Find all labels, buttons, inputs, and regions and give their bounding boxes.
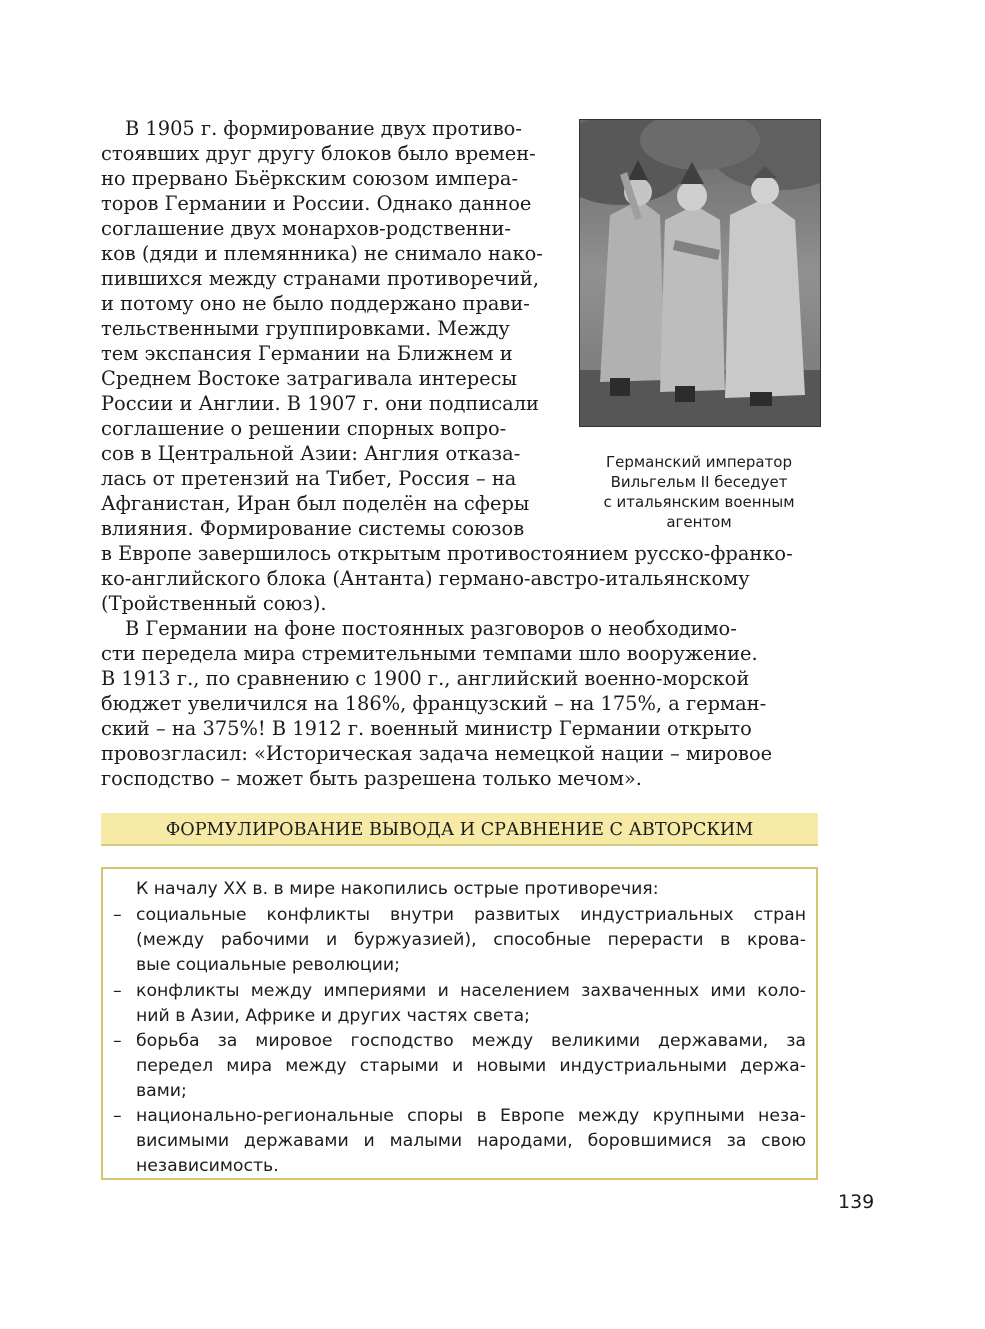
- list-item-line: висимыми державами и малыми народами, боровшимися за свою: [136, 1131, 806, 1151]
- caption-line: с итальянским военным: [603, 493, 795, 511]
- text-line: тельственными группировками. Между: [101, 317, 510, 340]
- text-line: В 1905 г. формирование двух противо-: [125, 117, 522, 140]
- historical-photo: [579, 119, 821, 427]
- text-line: соглашение двух монархов-родственни-: [101, 217, 511, 240]
- text-line: и потому оно не было поддержано прави-: [101, 292, 530, 315]
- list-item-line: борьба за мировое господство между великими державами, за: [136, 1031, 806, 1051]
- caption-line: Германский император: [605, 453, 793, 471]
- text-line: в Европе завершилось открытым противостоянием русско-франко-: [101, 542, 793, 565]
- text-line: господство – может быть разрешена только мечом».: [101, 767, 642, 790]
- list-item-line: передел мира между старыми и новыми индустриальными держа-: [136, 1056, 806, 1076]
- list-bullet-dash: –: [113, 905, 122, 925]
- text-line: соглашение о решении спорных вопро-: [101, 417, 507, 440]
- caption-line: агентом: [666, 513, 732, 531]
- text-line: лась от претензий на Тибет, Россия – на: [101, 467, 517, 490]
- text-line: стоявших друг другу блоков было времен-: [101, 142, 536, 165]
- text-line: сти передела мира стремительными темпами шло вооружение.: [101, 642, 758, 665]
- list-bullet-dash: –: [113, 1031, 122, 1051]
- text-line: пившихся между странами противоречий,: [101, 267, 540, 290]
- conclusion-intro: К началу XX в. в мире накопились острые противоречия:: [136, 879, 659, 899]
- text-line: сов в Центральной Азии: Англия отказа-: [101, 442, 521, 465]
- text-line: ский – на 375%! В 1912 г. военный министр Германии открыто: [101, 717, 752, 740]
- text-line: бюджет увеличился на 186%, французский – на 175%, а герман-: [101, 692, 767, 715]
- page-number: 139: [838, 1191, 875, 1213]
- text-line: провозгласил: «Историческая задача немецкой нации – мировое: [101, 742, 773, 765]
- text-line: России и Англии. В 1907 г. они подписали: [101, 392, 539, 415]
- photo-caption: [574, 452, 824, 532]
- text-line: тем экспансия Германии на Ближнем и: [101, 342, 513, 365]
- list-item-line: вами;: [136, 1081, 187, 1101]
- list-item-line: конфликты между империями и населением захваченных ими коло-: [136, 981, 806, 1001]
- section-title: ФОРМУЛИРОВАНИЕ ВЫВОДА И СРАВНЕНИЕ С АВТОРСКИМ: [165, 820, 754, 840]
- list-item-line: социальные конфликты внутри развитых индустриальных стран: [136, 905, 806, 925]
- list-item-line: ний в Азии, Африке и других частях света;: [136, 1006, 530, 1026]
- section-header: [101, 813, 818, 846]
- photo-illustration: [580, 120, 820, 426]
- list-item-line: национально-региональные споры в Европе между крупными неза-: [136, 1106, 806, 1126]
- list-item-line: независимость.: [136, 1156, 279, 1176]
- list-bullet-dash: –: [113, 1106, 122, 1126]
- text-line: торов Германии и России. Однако данное: [101, 192, 532, 215]
- text-line: (Тройственный союз).: [101, 592, 327, 615]
- text-line: Среднем Востоке затрагивала интересы: [101, 367, 517, 390]
- text-line: В Германии на фоне постоянных разговоров о необходимо-: [125, 617, 737, 640]
- list-item-line: вые социальные революции;: [136, 955, 400, 975]
- text-line: ков (дяди и племянника) не снимало нако-: [101, 242, 543, 265]
- text-line: влияния. Формирование системы союзов: [101, 517, 525, 540]
- text-line: но прервано Бьёркским союзом импера-: [101, 167, 519, 190]
- list-item-line: (между рабочими и буржуазией), способные перерасти в крова-: [136, 930, 806, 950]
- text-line: Афганистан, Иран был поделён на сферы: [101, 492, 530, 515]
- caption-line: Вильгельм II беседует: [610, 473, 788, 491]
- list-bullet-dash: –: [113, 981, 122, 1001]
- text-line: В 1913 г., по сравнению с 1900 г., английский военно-морской: [101, 667, 750, 690]
- text-line: ко-английского блока (Антанта) германо-австро-итальянскому: [101, 567, 750, 590]
